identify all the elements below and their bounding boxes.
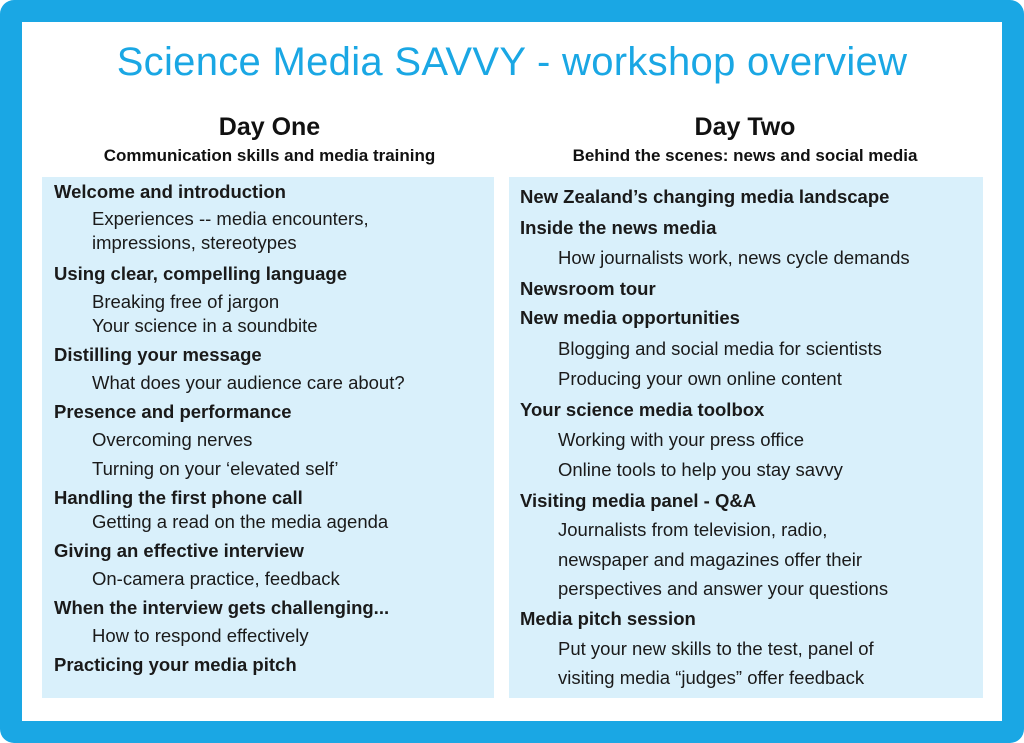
- section-heading: Giving an effective interview: [54, 540, 304, 561]
- day-one-panel: [42, 177, 494, 698]
- section-heading: Welcome and introduction: [54, 181, 286, 202]
- section-item: Online tools to help you stay savvy: [558, 459, 843, 480]
- day-two-subtitle: Behind the scenes: news and social media: [572, 146, 918, 165]
- section-heading: Handling the first phone call: [54, 487, 303, 508]
- section-heading: Newsroom tour: [520, 278, 656, 299]
- section-item: Overcoming nerves: [92, 429, 253, 450]
- section-item: newspaper and magazines offer their: [558, 549, 863, 570]
- section-item: Put your new skills to the test, panel of: [558, 638, 874, 659]
- section-item: impressions, stereotypes: [92, 232, 297, 253]
- section-heading: Visiting media panel - Q&A: [520, 490, 757, 511]
- day-one-heading: Day One: [218, 113, 321, 141]
- section-heading: Your science media toolbox: [520, 399, 765, 420]
- section-item: Journalists from television, radio,: [558, 519, 828, 540]
- section-item: What does your audience care about?: [92, 372, 405, 393]
- section-heading: Media pitch session: [520, 608, 696, 629]
- section-item: visiting media “judges” offer feedback: [558, 667, 865, 688]
- section-item: Experiences -- media encounters,: [92, 208, 369, 229]
- section-heading: New media opportunities: [520, 307, 740, 328]
- page-title: Science Media SAVVY - workshop overview: [116, 40, 908, 84]
- section-item: Working with your press office: [558, 429, 805, 450]
- section-heading: Inside the news media: [520, 217, 717, 238]
- section-heading: Practicing your media pitch: [54, 654, 297, 675]
- day-one-header: [42, 112, 497, 167]
- section-heading: New Zealand’s changing media landscape: [520, 186, 890, 207]
- day-one-subtitle: Communication skills and media training: [103, 146, 436, 165]
- day-two-heading: Day Two: [694, 113, 796, 141]
- section-item: Getting a read on the media agenda: [92, 511, 389, 532]
- section-item: Your science in a soundbite: [92, 315, 318, 336]
- section-item: Turning on your ‘elevated self’: [92, 458, 339, 479]
- section-item: Blogging and social media for scientists: [558, 338, 882, 359]
- day-two-header: [508, 112, 982, 167]
- section-heading: Presence and performance: [54, 401, 292, 422]
- section-item: Producing your own online content: [558, 368, 842, 389]
- section-item: On-camera practice, feedback: [92, 568, 340, 589]
- section-item: perspectives and answer your questions: [558, 578, 889, 599]
- section-heading: When the interview gets challenging...: [54, 597, 390, 618]
- day-two-panel: [509, 177, 983, 698]
- section-item: Breaking free of jargon: [92, 291, 280, 312]
- section-item: How journalists work, news cycle demands: [558, 247, 910, 268]
- section-heading: Distilling your message: [54, 344, 262, 365]
- section-item: How to respond effectively: [92, 625, 309, 646]
- section-heading: Using clear, compelling language: [54, 263, 347, 284]
